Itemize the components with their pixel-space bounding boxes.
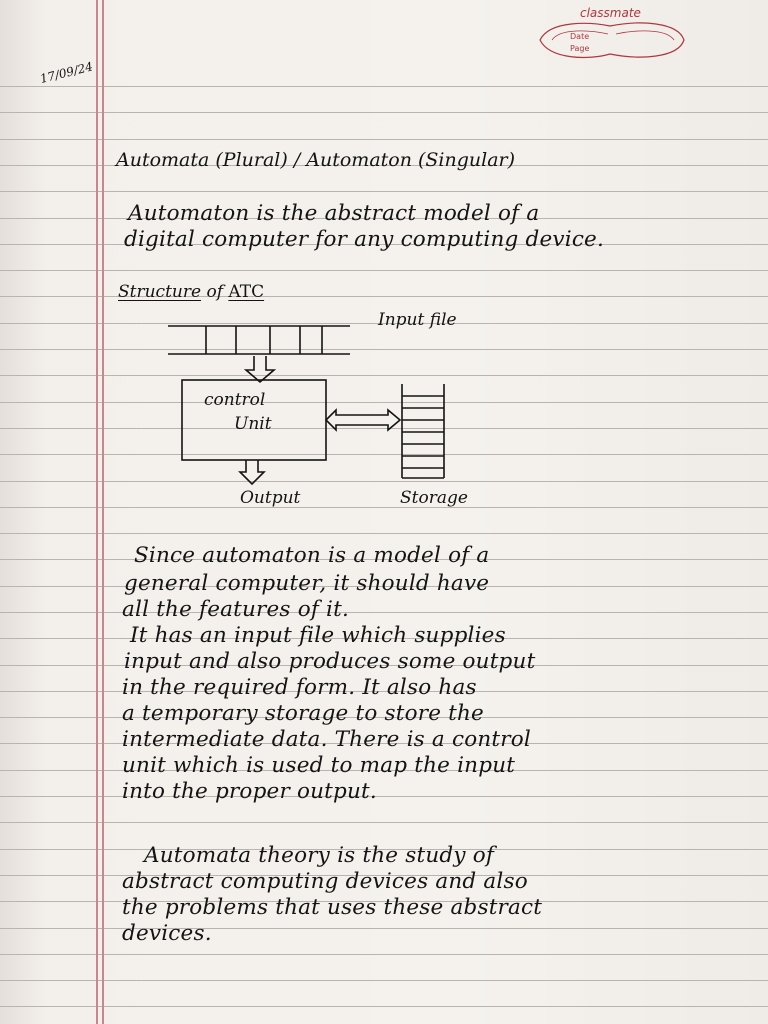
definition-line: digital computer for any computing device. (124, 227, 605, 252)
ruled-line (0, 270, 768, 271)
paragraph1-line: input and also produces some output (124, 649, 536, 674)
paragraph1-line: intermediate data. There is a control (122, 727, 531, 752)
control-unit-label-1: control (204, 390, 266, 410)
ruled-line (0, 112, 768, 113)
structure-title (118, 282, 264, 302)
ruled-line (0, 796, 768, 797)
margin-line-left (96, 0, 98, 1024)
ruled-line (0, 954, 768, 955)
ruled-line (0, 191, 768, 192)
storage-label: Storage (400, 488, 468, 508)
structure-title-atc: ATC (228, 282, 265, 302)
storage-stack (402, 384, 444, 478)
ruled-line (0, 980, 768, 981)
structure-title-word: Structure (118, 282, 202, 302)
paragraph1-line: a temporary storage to store the (122, 701, 484, 726)
ruled-line (0, 928, 768, 929)
input-file-label: Input file (378, 310, 457, 330)
classmate-stamp (530, 6, 690, 66)
ruled-line (0, 296, 768, 297)
paragraph2-line: Automata theory is the study of (144, 843, 495, 868)
ruled-line (0, 822, 768, 823)
paragraph2-line: abstract computing devices and also (122, 869, 528, 894)
control-unit-label-2: Unit (234, 414, 272, 434)
ruled-line (0, 139, 768, 140)
page-heading: Automata (Plural) / Automaton (Singular) (116, 149, 516, 171)
paragraph1-line: Since automaton is a model of a (134, 543, 490, 568)
stamp-page-label: Page (570, 44, 590, 53)
paragraph1-line: general computer, it should have (124, 571, 490, 596)
paragraph2-line: the problems that uses these abstract (122, 895, 543, 920)
stamp-date-label: Date (570, 32, 590, 41)
definition-line: Automaton is the abstract model of a (128, 201, 540, 226)
paragraph1-line: into the proper output. (122, 779, 377, 804)
output-label: Output (240, 488, 301, 508)
input-arrow (246, 356, 274, 382)
paragraph1-line: It has an input file which supplies (130, 623, 506, 648)
ruled-line (0, 533, 768, 534)
atc-diagram (160, 300, 520, 520)
stamp-brand: classmate (580, 6, 641, 20)
date: 17/09/24 (38, 59, 95, 86)
ruled-line (0, 612, 768, 613)
paragraph1-line: unit which is used to map the input (122, 753, 516, 778)
input-tape (168, 326, 350, 354)
margin-line-right (102, 0, 104, 1024)
ruled-line (0, 86, 768, 87)
paragraph2-line: devices. (122, 921, 212, 946)
ruled-line (0, 1006, 768, 1007)
output-arrow (240, 460, 264, 484)
paragraph1-line: all the features of it. (122, 597, 349, 622)
paragraph1-line: in the required form. It also has (122, 675, 477, 700)
structure-title-of: of (206, 282, 223, 302)
storage-double-arrow (326, 410, 400, 430)
